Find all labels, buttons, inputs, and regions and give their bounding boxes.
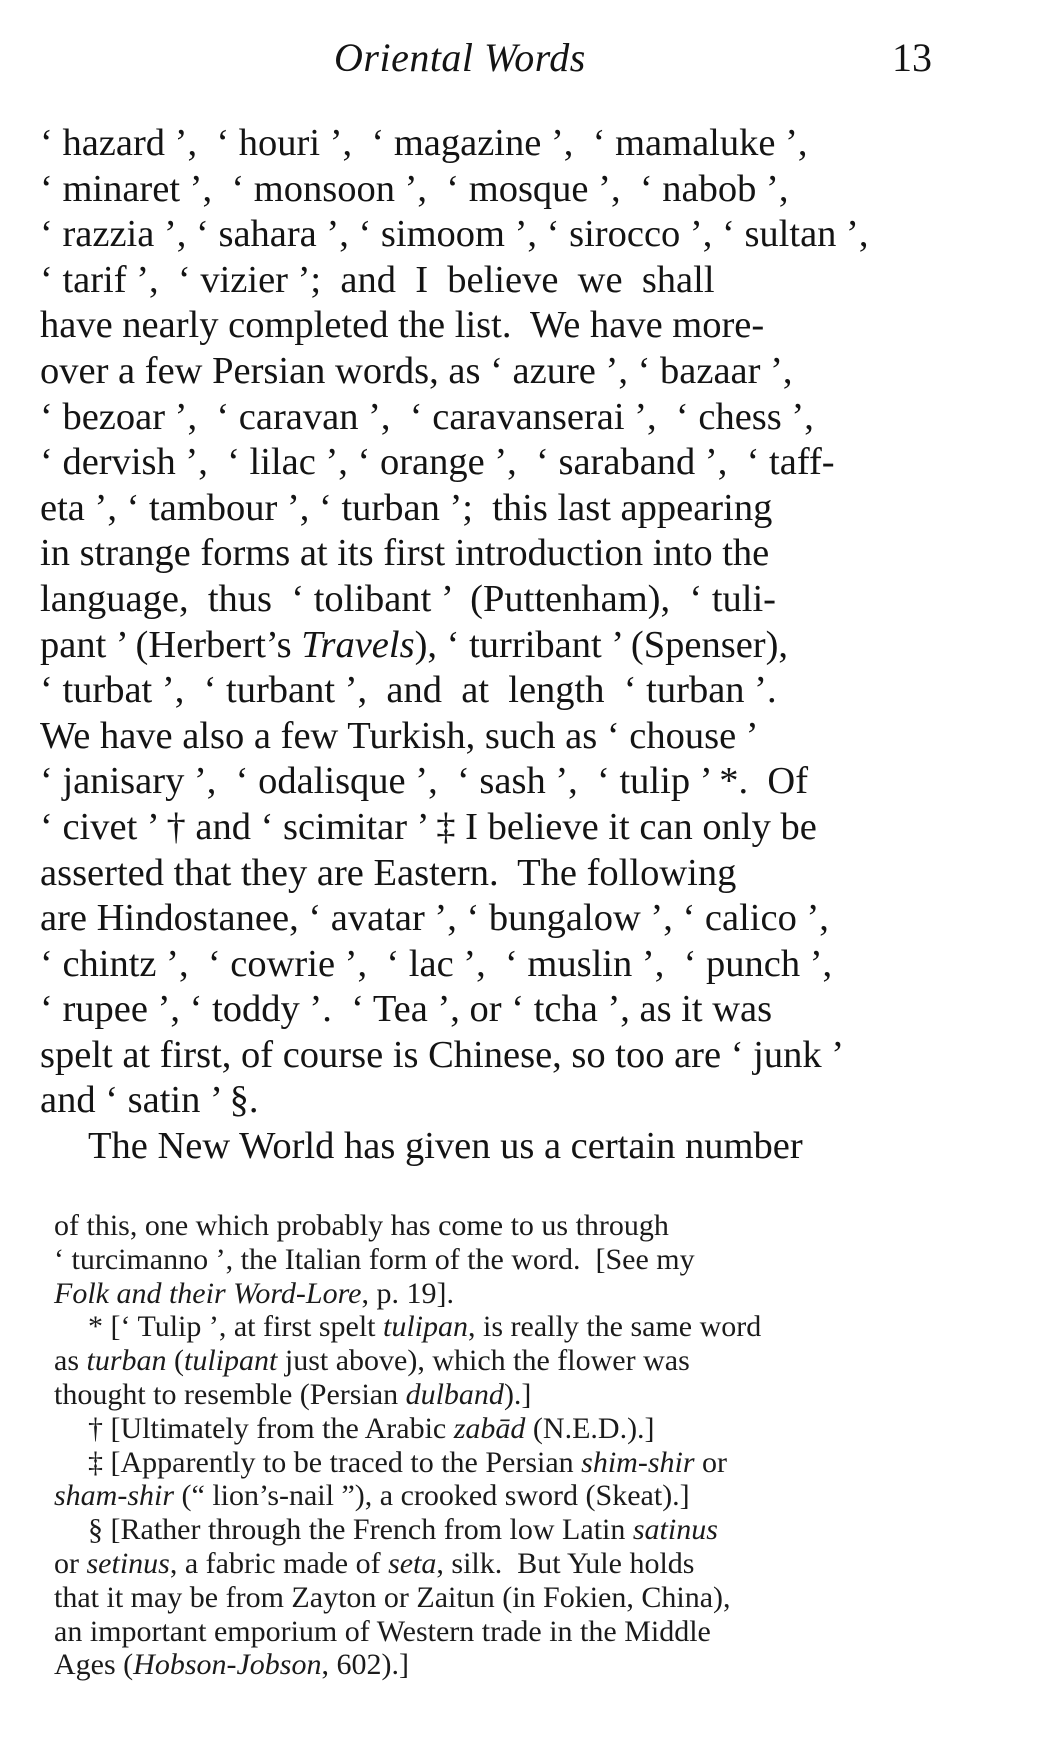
text-line: asserted that they are Eastern. The following (40, 851, 737, 894)
text-line: ‘ bezoar ’, ‘ caravan ’, ‘ caravanserai ’, ‘ chess ’, (40, 395, 814, 438)
footnote-line: Folk and their Word-Lore, p. 19]. (54, 1276, 454, 1310)
page-number: 13 (892, 35, 932, 80)
text-line: over a few Persian words, as ‘ azure ’, ‘ bazaar ’, (40, 349, 793, 392)
text-line: ‘ dervish ’, ‘ lilac ’, ‘ orange ’, ‘ saraband ’, ‘ taff- (40, 441, 835, 484)
text-line: ‘ razzia ’, ‘ sahara ’, ‘ simoom ’, ‘ sirocco ’, ‘ sultan ’, (40, 213, 869, 256)
footnote-line: sham-shir (“ lion’s-nail ”), a crooked sword (Skeat).] (54, 1479, 690, 1513)
footnote-civet: † [Ultimately from the Arabic zabād (N.E.D.).] (88, 1411, 655, 1445)
text-line: are Hindostanee, ‘ avatar ’, ‘ bungalow ’, ‘ calico ’, (40, 897, 829, 940)
footnote-line: Ages (Hobson-Jobson, 602).] (54, 1648, 409, 1682)
text-line: have nearly completed the list. We have more- (40, 304, 765, 347)
text-line: and ‘ satin ’ §. (40, 1079, 259, 1122)
text-line: spelt at first, of course is Chinese, so too are ‘ junk ’ (40, 1033, 845, 1076)
running-title: Oriental Words (334, 35, 586, 80)
text-line: ‘ hazard ’, ‘ houri ’, ‘ magazine ’, ‘ mamaluke ’, (40, 122, 808, 164)
text-line: eta ’, ‘ tambour ’, ‘ turban ’; this last appearing (40, 486, 773, 529)
footnotes (54, 1209, 952, 1682)
book-title-italic: Travels (301, 623, 415, 666)
footnote-line: ‘ turcimanno ’, the Italian form of the word. [See my (54, 1242, 695, 1276)
body-text (40, 121, 944, 1170)
footnote-line: that it may be from Zayton or Zaitun (in Fokien, China), (54, 1580, 731, 1614)
footnote-line: of this, one which probably has come to us through (54, 1209, 669, 1242)
text-line: We have also a few Turkish, such as ‘ chouse ’ (40, 714, 759, 757)
page-header (0, 28, 1048, 88)
footnote-line: an important emporium of Western trade in the Middle (54, 1614, 711, 1648)
footnote-line: thought to resemble (Persian dulband).] (54, 1377, 532, 1411)
text-line: pant ’ (Herbert’s Travels), ‘ turribant ’ (Spenser), (40, 623, 789, 666)
text-line: ‘ janisary ’, ‘ odalisque ’, ‘ sash ’, ‘ tulip ’ *. Of (40, 760, 809, 803)
text-line: ‘ chintz ’, ‘ cowrie ’, ‘ lac ’, ‘ muslin ’, ‘ punch ’, (40, 942, 833, 985)
text-line: ‘ turbat ’, ‘ turbant ’, and at length ‘ turban ’. (40, 669, 777, 712)
footnote-line: as turban (tulipant just above), which the flower was (54, 1344, 690, 1378)
text-line: language, thus ‘ tolibant ’ (Puttenham), ‘ tuli- (40, 577, 776, 620)
footnote-tulip: * [‘ Tulip ’, at first spelt tulipan, is really the same word (88, 1310, 762, 1344)
footnote-satin: § [Rather through the French from low Latin satinus (88, 1513, 718, 1547)
text-line: in strange forms at its first introduction into the (40, 532, 770, 575)
text-line: ‘ tarif ’, ‘ vizier ’; and I believe we shall (40, 258, 715, 301)
footnote-scimitar: ‡ [Apparently to be traced to the Persian shim-shir or (88, 1445, 728, 1479)
text-line: The New World has given us a certain number (88, 1125, 803, 1168)
text-line: ‘ minaret ’, ‘ monsoon ’, ‘ mosque ’, ‘ nabob ’, (40, 167, 789, 210)
text-line: ‘ rupee ’, ‘ toddy ’. ‘ Tea ’, or ‘ tcha ’, as it was (40, 988, 773, 1031)
footnote-line: or setinus, a fabric made of seta, silk. But Yule holds (54, 1546, 695, 1580)
text-line: ‘ civet ’ † and ‘ scimitar ’ ‡ I believe it can only be (40, 805, 817, 848)
